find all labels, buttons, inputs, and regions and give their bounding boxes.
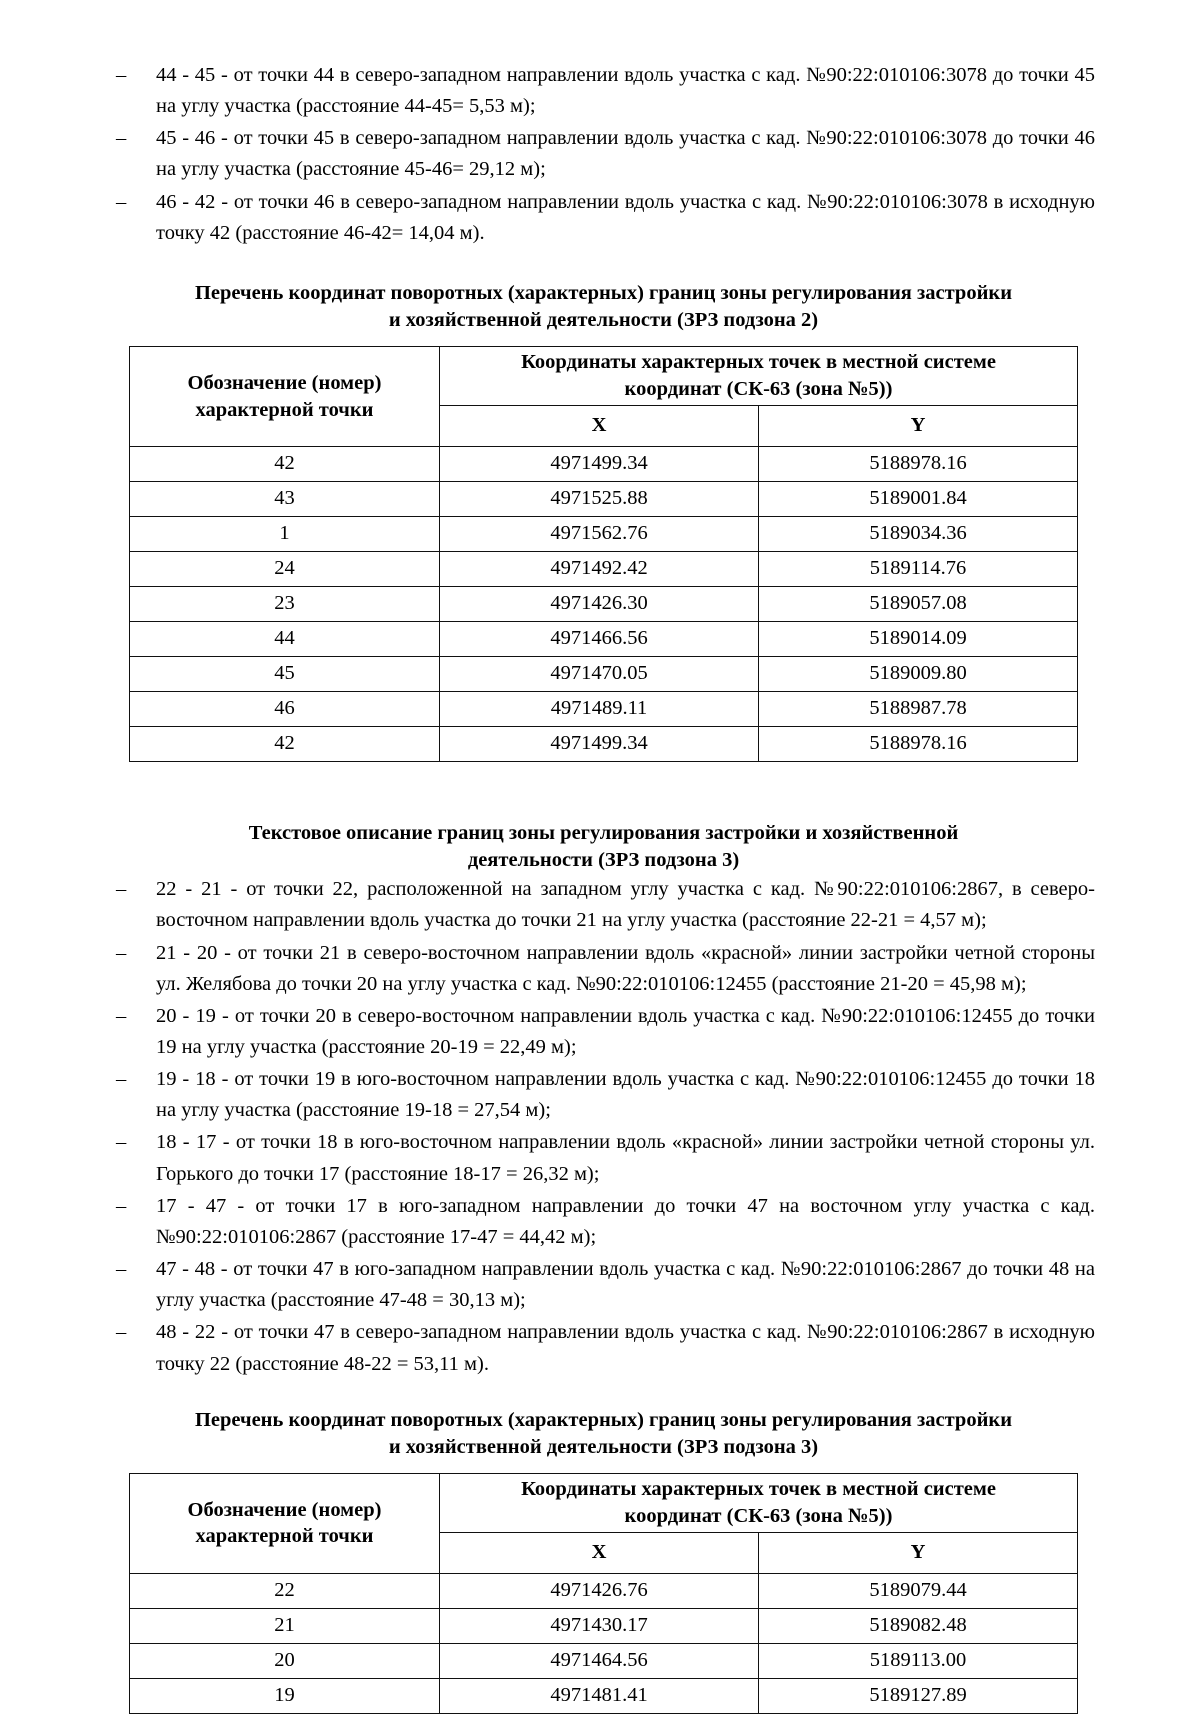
cell-point: 1 xyxy=(130,516,440,551)
cell-point: 21 xyxy=(130,1608,440,1643)
table-row xyxy=(130,1643,1078,1678)
list-item xyxy=(112,60,1095,122)
list-item xyxy=(112,1254,1095,1316)
cell-x: 4971499.34 xyxy=(440,726,759,761)
spacer xyxy=(112,1461,1095,1473)
bullet-dash-icon: – xyxy=(116,1194,127,1217)
zone3-text-heading-line2: деятельности (ЗРЗ подзона 3) xyxy=(467,848,740,871)
spacer xyxy=(112,762,1095,820)
zone2-table-heading-line2: и хозяйственной деятельности (ЗРЗ подзона 2) xyxy=(388,309,819,332)
list-item xyxy=(112,938,1095,1000)
bullet-dash-icon: – xyxy=(116,1258,127,1281)
header-point-line1: Обозначение (номер) xyxy=(187,1498,382,1521)
zone2-table-heading xyxy=(112,280,1095,335)
header-x: X xyxy=(440,405,759,446)
list-item-text: 22 - 21 - от точки 22, расположенной на западном углу участка с кад. №90:22:010106:2867, в северо-восточном направлении вдоль участка до точки 21 на углу участка (расстояние 22-21 = 4,57 м); xyxy=(156,878,1095,932)
cell-y: 5189009.80 xyxy=(759,656,1078,691)
header-point-line1: Обозначение (номер) xyxy=(187,371,382,394)
zone3-table-heading-line1: Перечень координат поворотных (характерных) границ зоны регулирования застройки xyxy=(194,1408,1013,1431)
list-item-text: 20 - 19 - от точки 20 в северо-восточном направлении вдоль участка с кад. №90:22:010106:12455 до точки 19 на углу участка (расстояние 20-19 = 22,49 м); xyxy=(156,1004,1095,1058)
bullet-dash-icon: – xyxy=(116,127,127,150)
table-row xyxy=(130,1608,1078,1643)
cell-y: 5189113.00 xyxy=(759,1643,1078,1678)
table-row xyxy=(130,586,1078,621)
zone3-text-heading xyxy=(112,820,1095,875)
spacer xyxy=(112,250,1095,280)
list-item xyxy=(112,187,1095,249)
list-item-text: 18 - 17 - от точки 18 в юго-восточном направлении вдоль «красной» линии застройки четной стороны ул. Горького до точки 17 (расстояние 18-17 = 26,32 м); xyxy=(156,1131,1095,1185)
zone3-table-body xyxy=(130,1573,1078,1713)
bullet-dash-icon: – xyxy=(116,941,127,964)
cell-y: 5189014.09 xyxy=(759,621,1078,656)
zone2-boundary-description-list xyxy=(112,60,1095,249)
zone2-table-body xyxy=(130,446,1078,761)
spacer xyxy=(112,334,1095,346)
zone3-coordinates-table xyxy=(129,1473,1078,1713)
cell-y: 5189057.08 xyxy=(759,586,1078,621)
cell-x: 4971562.76 xyxy=(440,516,759,551)
table-row xyxy=(130,621,1078,656)
spacer xyxy=(112,1381,1095,1407)
cell-y: 5189079.44 xyxy=(759,1573,1078,1608)
bullet-dash-icon: – xyxy=(116,878,127,901)
cell-x: 4971426.30 xyxy=(440,586,759,621)
list-item-text: 19 - 18 - от точки 19 в юго-восточном направлении вдоль участка с кад. №90:22:010106:12455 до точки 18 на углу участка (расстояние 19-18 = 27,54 м); xyxy=(156,1068,1095,1122)
header-coords-line1: Координаты характерных точек в местной системе xyxy=(521,351,996,374)
table-header xyxy=(130,347,1078,446)
cell-y: 5188978.16 xyxy=(759,446,1078,481)
table-row xyxy=(130,1573,1078,1608)
list-item-text: 17 - 47 - от точки 17 в юго-западном направлении до точки 47 на восточном углу участка с кад. №90:22:010106:2867 (расстояние 17-47 = 44,42 м); xyxy=(156,1194,1095,1248)
cell-x: 4971426.76 xyxy=(440,1573,759,1608)
cell-point: 24 xyxy=(130,551,440,586)
list-item-text: 45 - 46 - от точки 45 в северо-западном направлении вдоль участка с кад. №90:22:010106:3078 до точки 46 на углу участка (расстояние 45-46= 29,12 м); xyxy=(156,127,1095,181)
header-point-designation xyxy=(130,1474,440,1573)
cell-x: 4971464.56 xyxy=(440,1643,759,1678)
cell-y: 5188978.16 xyxy=(759,726,1078,761)
bullet-dash-icon: – xyxy=(116,1068,127,1091)
header-coords-line2: координат (СК-63 (зона №5)) xyxy=(624,1504,893,1527)
list-item xyxy=(112,1001,1095,1063)
list-item-text: 48 - 22 - от точки 47 в северо-западном направлении вдоль участка с кад. №90:22:010106:2867 в исходную точку 22 (расстояние 48-22 = 53,11 м). xyxy=(156,1321,1095,1375)
cell-point: 42 xyxy=(130,446,440,481)
list-item-text: 44 - 45 - от точки 44 в северо-западном направлении вдоль участка с кад. №90:22:010106:3078 до точки 45 на углу участка (расстояние 44-45= 5,53 м); xyxy=(156,64,1095,118)
zone3-table-heading xyxy=(112,1407,1095,1462)
table-row xyxy=(130,516,1078,551)
cell-x: 4971525.88 xyxy=(440,481,759,516)
zone3-table-heading-line2: и хозяйственной деятельности (ЗРЗ подзона 3) xyxy=(388,1435,819,1458)
bullet-dash-icon: – xyxy=(116,64,127,86)
header-coordinates-system xyxy=(440,1474,1078,1532)
cell-x: 4971499.34 xyxy=(440,446,759,481)
table-header-row-main xyxy=(130,347,1078,405)
header-x: X xyxy=(440,1532,759,1573)
table-row xyxy=(130,481,1078,516)
cell-point: 19 xyxy=(130,1678,440,1713)
zone3-text-heading-line1: Текстовое описание границ зоны регулирования застройки и хозяйственной xyxy=(248,821,959,844)
zone2-table-heading-line1: Перечень координат поворотных (характерных) границ зоны регулирования застройки xyxy=(194,281,1013,304)
list-item xyxy=(112,874,1095,936)
cell-point: 46 xyxy=(130,691,440,726)
table-row xyxy=(130,656,1078,691)
cell-point: 43 xyxy=(130,481,440,516)
header-coordinates-system xyxy=(440,347,1078,405)
bullet-dash-icon: – xyxy=(116,1321,127,1344)
cell-y: 5189127.89 xyxy=(759,1678,1078,1713)
cell-y: 5189082.48 xyxy=(759,1608,1078,1643)
cell-point: 44 xyxy=(130,621,440,656)
bullet-dash-icon: – xyxy=(116,190,127,213)
cell-y: 5189114.76 xyxy=(759,551,1078,586)
zone3-boundary-description-list xyxy=(112,874,1095,1380)
cell-point: 23 xyxy=(130,586,440,621)
cell-point: 22 xyxy=(130,1573,440,1608)
table-row xyxy=(130,446,1078,481)
list-item xyxy=(112,1064,1095,1126)
list-item xyxy=(112,1317,1095,1379)
cell-x: 4971466.56 xyxy=(440,621,759,656)
cell-point: 42 xyxy=(130,726,440,761)
header-point-line2: характерной точки xyxy=(195,1525,374,1548)
cell-point: 45 xyxy=(130,656,440,691)
list-item-text: 21 - 20 - от точки 21 в северо-восточном направлении вдоль «красной» линии застройки четной стороны ул. Желябова до точки 20 на углу участка с кад. №90:22:010106:12455 (расстояние 21-20 = 45,98 м); xyxy=(156,941,1095,995)
cell-x: 4971492.42 xyxy=(440,551,759,586)
cell-x: 4971470.05 xyxy=(440,656,759,691)
zone2-coordinates-table xyxy=(129,346,1078,761)
cell-x: 4971489.11 xyxy=(440,691,759,726)
header-y: Y xyxy=(759,405,1078,446)
table-row xyxy=(130,551,1078,586)
cell-x: 4971430.17 xyxy=(440,1608,759,1643)
header-point-designation xyxy=(130,347,440,446)
table-row xyxy=(130,1678,1078,1713)
cell-y: 5189001.84 xyxy=(759,481,1078,516)
bullet-dash-icon: – xyxy=(116,1004,127,1027)
header-point-line2: характерной точки xyxy=(195,398,374,421)
cell-x: 4971481.41 xyxy=(440,1678,759,1713)
list-item xyxy=(112,123,1095,185)
header-coords-line1: Координаты характерных точек в местной системе xyxy=(521,1478,996,1501)
list-item-text: 46 - 42 - от точки 46 в северо-западном направлении вдоль участка с кад. №90:22:010106:3078 в исходную точку 42 (расстояние 46-42= 14,04 м). xyxy=(156,190,1095,244)
table-header-row-main xyxy=(130,1474,1078,1532)
list-item xyxy=(112,1127,1095,1189)
table-header xyxy=(130,1474,1078,1573)
cell-point: 20 xyxy=(130,1643,440,1678)
list-item xyxy=(112,1191,1095,1253)
cell-y: 5189034.36 xyxy=(759,516,1078,551)
table-row xyxy=(130,691,1078,726)
cell-y: 5188987.78 xyxy=(759,691,1078,726)
list-item-text: 47 - 48 - от точки 47 в юго-западном направлении вдоль участка с кад. №90:22:010106:2867 до точки 48 на углу участка (расстояние 47-48 = 30,13 м); xyxy=(156,1258,1095,1312)
header-coords-line2: координат (СК-63 (зона №5)) xyxy=(624,378,893,401)
bullet-dash-icon: – xyxy=(116,1131,127,1154)
table-row xyxy=(130,726,1078,761)
header-y: Y xyxy=(759,1532,1078,1573)
